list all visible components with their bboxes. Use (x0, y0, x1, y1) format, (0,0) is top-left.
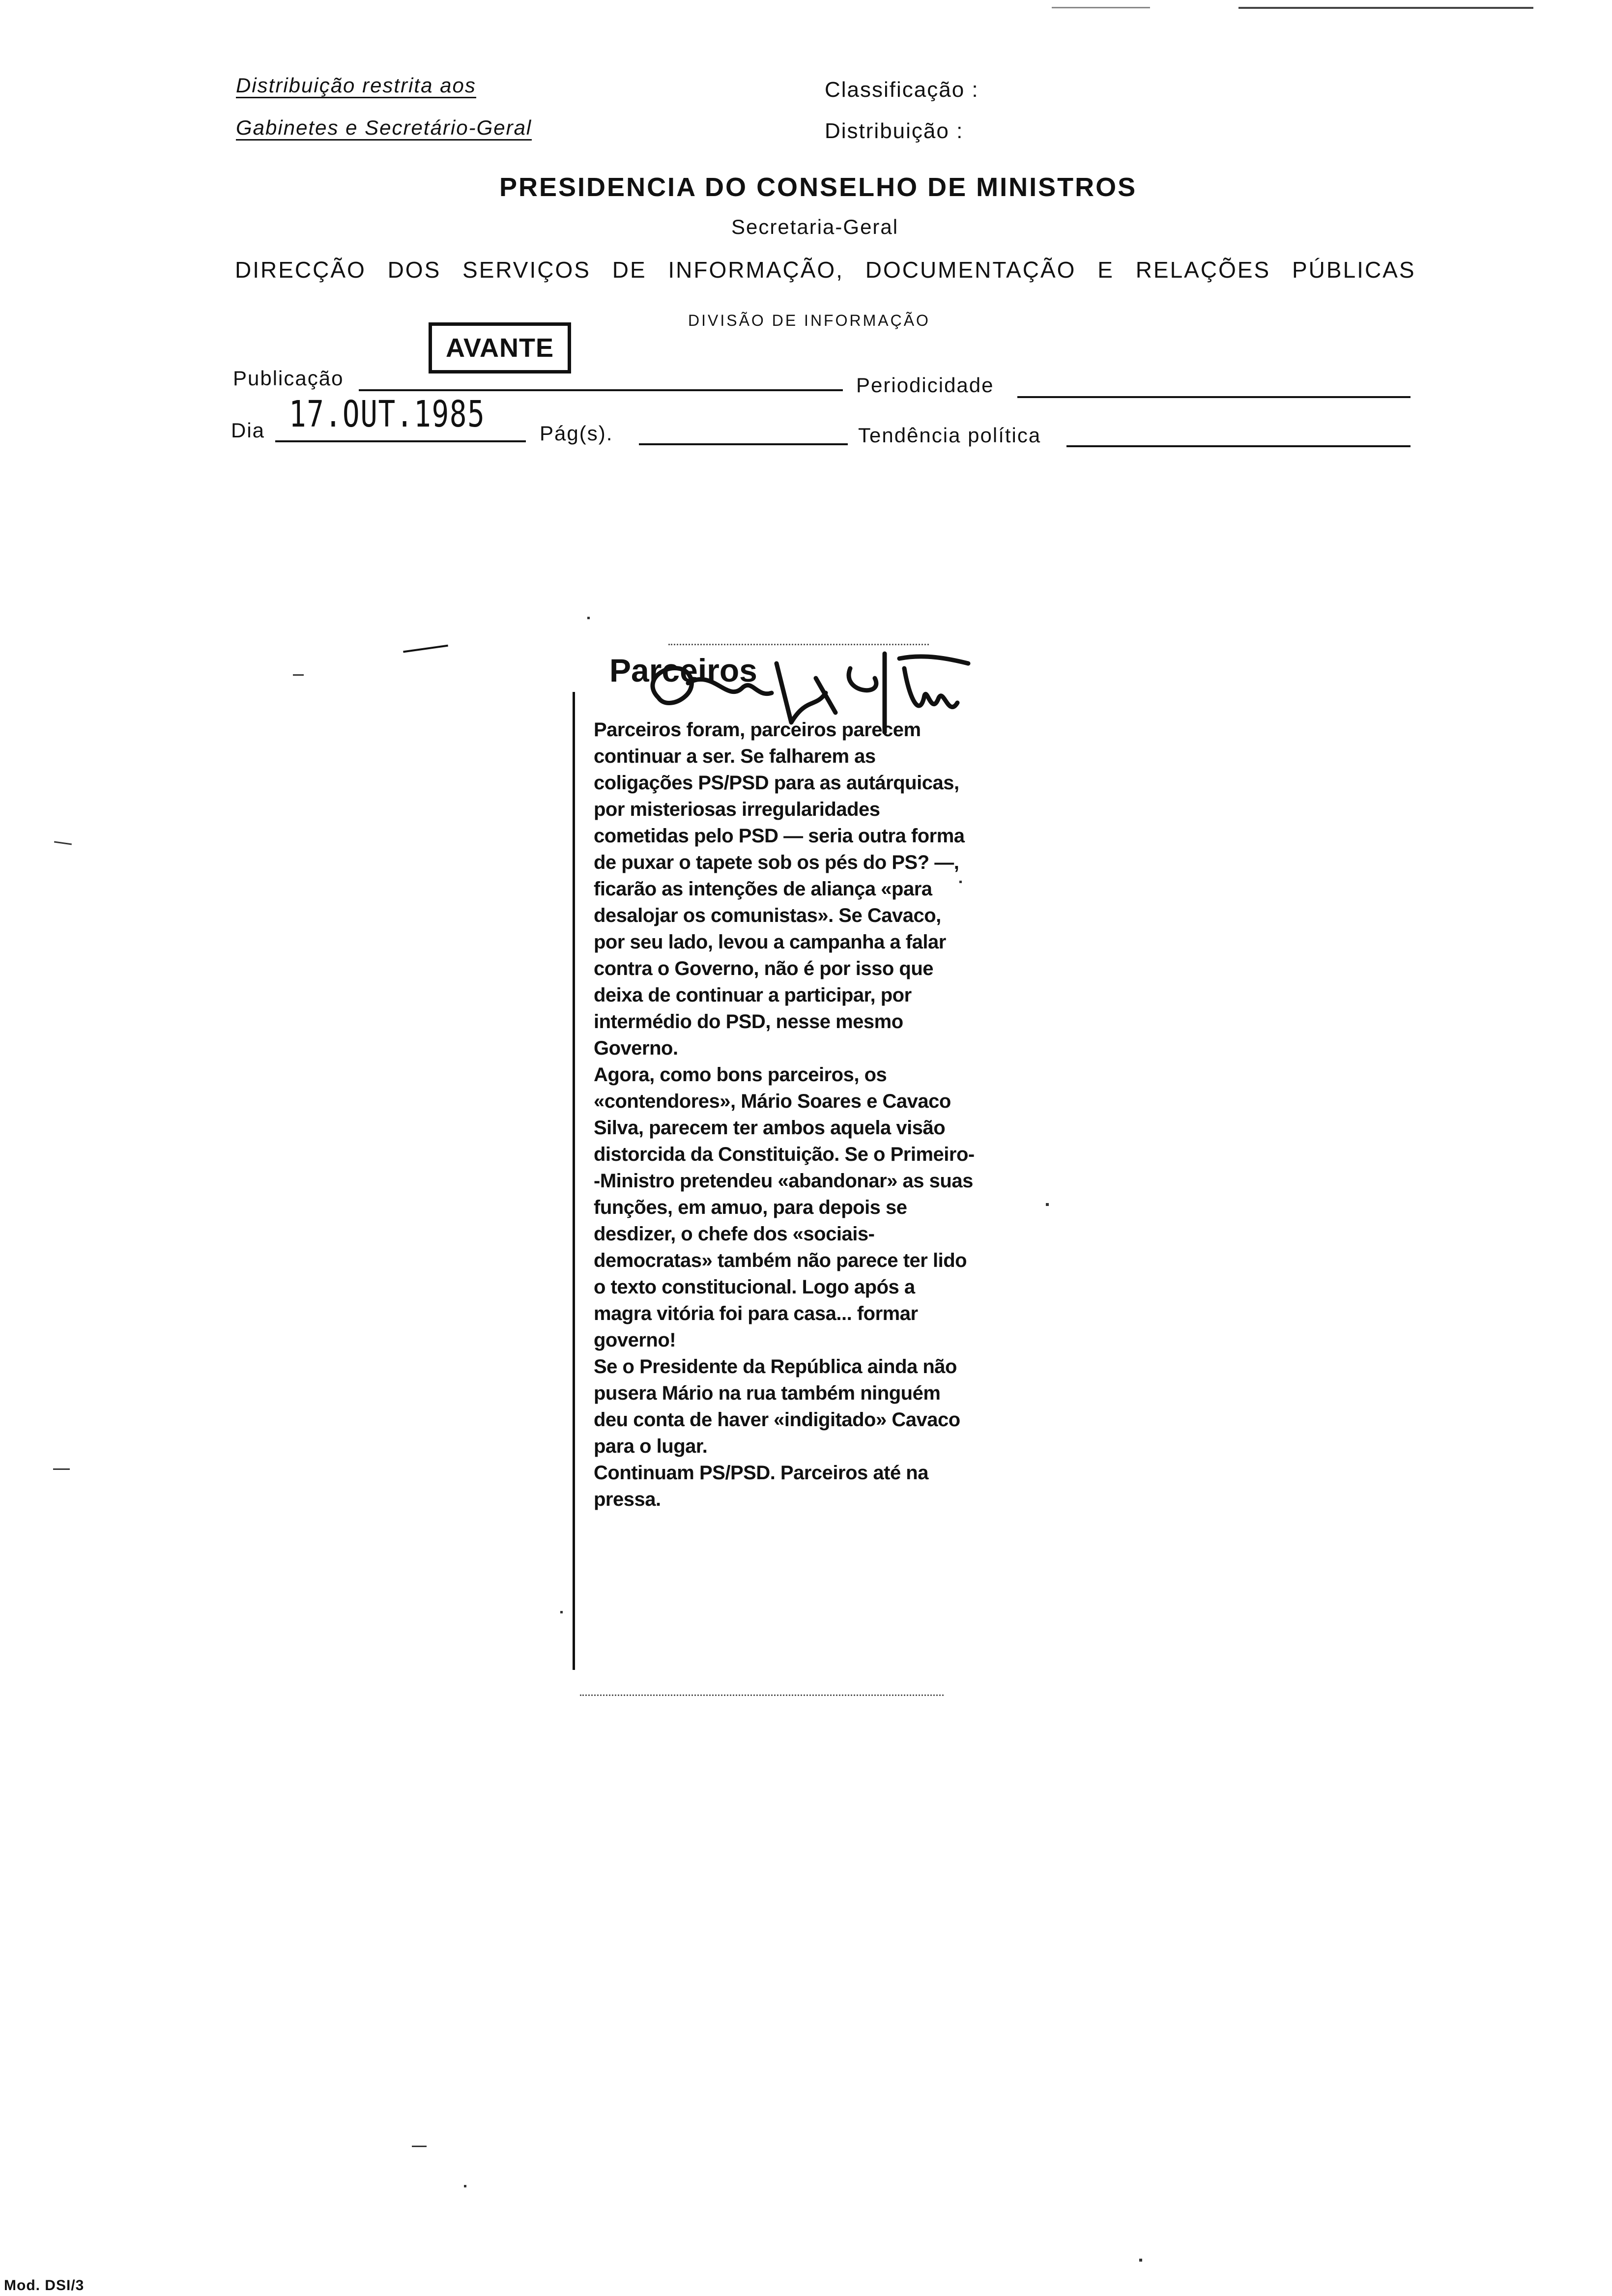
office-title: PRESIDENCIA DO CONSELHO DE MINISTROS (499, 172, 1137, 202)
speck (587, 617, 590, 619)
clipping-paragraph: Agora, como bons parceiros, os «contendores», Mário Soares e Cavaco Silva, parecem ter ambos aquela visão distorcida da Constituição. Se o Primeiro--Ministro pretendeu «abandonar» as suas funções, em amuo, para depois se desdizer, o chefe dos «sociais-democratas» também não parece ter lido o texto constitucional. Logo após a magra vitória foi para casa... formar governo! (594, 1064, 975, 1351)
day-value: 17.OUT.1985 (289, 393, 486, 435)
clipping-paragraph: Se o Presidente da República ainda não pusera Mário na rua também ninguém deu conta de haver «indigitado» Cavaco para o lugar. (594, 1356, 960, 1457)
clipping-title: Parceiros (609, 652, 757, 689)
stray-mark (403, 645, 448, 653)
publication-stamp: AVANTE (429, 322, 571, 373)
publication-label: Publicação (233, 367, 344, 390)
stray-mark (53, 1468, 70, 1470)
day-line (275, 440, 526, 442)
political-tendency-label: Tendência política (858, 424, 1041, 447)
restricted-distribution-line-1: Distribuição restrita aos (236, 74, 476, 97)
publication-line (359, 389, 843, 391)
speck (464, 2185, 466, 2187)
directorate-line: DIRECÇÃO DOS SERVIÇOS DE INFORMAÇÃO, DOCUMENTAÇÃO E RELAÇÕES PÚBLICAS (235, 257, 1416, 283)
periodicity-line (1017, 396, 1410, 398)
speck (412, 2146, 427, 2147)
day-label: Dia (231, 419, 265, 442)
distribution-label: Distribuição : (825, 119, 964, 143)
division-label: DIVISÃO DE INFORMAÇÃO (688, 312, 930, 329)
clipping-left-rule (573, 692, 575, 1670)
speck (560, 1611, 563, 1613)
clipping-paragraph: Parceiros foram, parceiros parecem continuar a ser. Se falharem as coligações PS/PSD para as autárquicas, por misteriosas irregularidades cometidas pelo PSD — seria outra forma de puxar o tapete sob os pés do PS? —, ficarão as intenções de aliança «para desalojar os comunistas». Se Cavaco, por seu lado, levou a campanha a falar contra o Governo, não é por isso que deixa de continuar a participar, por intermédio do PSD, nesse mesmo Governo. (594, 719, 965, 1059)
scan-mark (1238, 7, 1533, 9)
speck (959, 881, 962, 883)
speck (1046, 1203, 1049, 1206)
periodicity-label: Periodicidade (856, 373, 994, 397)
political-tendency-line (1066, 445, 1410, 447)
stray-mark (293, 674, 304, 676)
clipping-bottom-edge (580, 1694, 944, 1696)
speck (1139, 2259, 1142, 2262)
form-code: Mod. DSI/3 (4, 2277, 85, 2294)
clipping-paragraph: Continuam PS/PSD. Parceiros até na pressa. (594, 1462, 928, 1510)
office-subtitle: Secretaria-Geral (731, 215, 899, 238)
restricted-distribution-line-2: Gabinetes e Secretário-Geral (236, 116, 532, 140)
stray-mark (54, 841, 72, 845)
scan-mark (1052, 7, 1150, 8)
pages-line (639, 443, 848, 445)
clipping-body (594, 717, 977, 1513)
pages-label: Pág(s). (540, 422, 613, 445)
classification-label: Classificação : (825, 78, 979, 102)
